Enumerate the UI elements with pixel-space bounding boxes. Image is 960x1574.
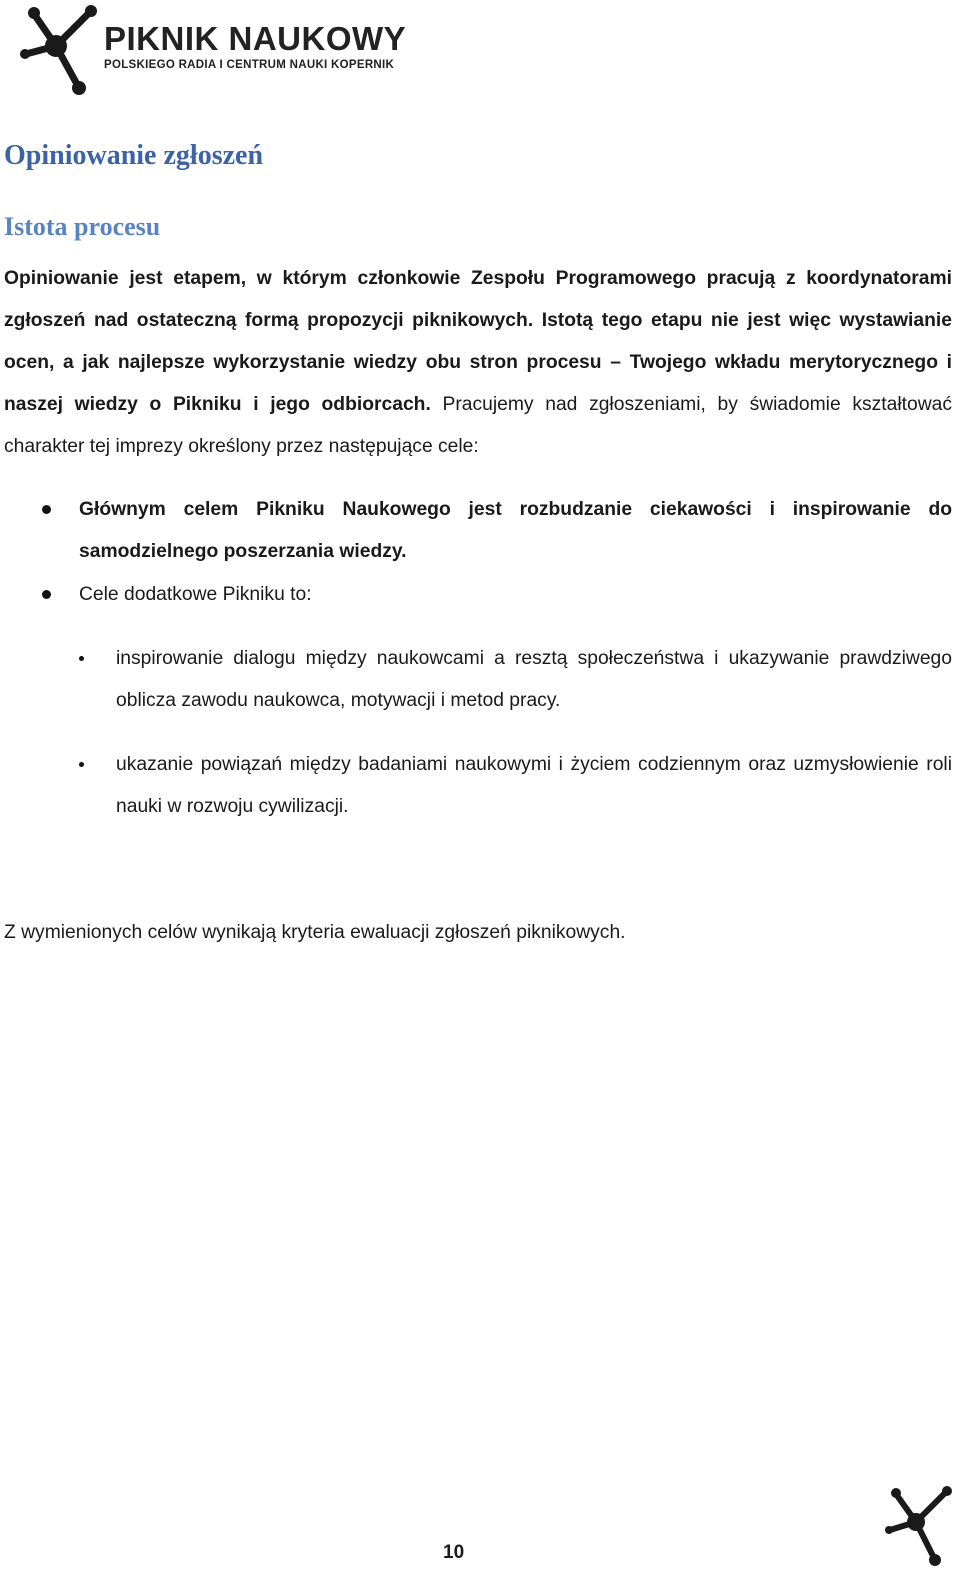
page-title: Opiniowanie zgłoszeń <box>4 140 264 171</box>
piknik-logo-icon <box>20 2 100 98</box>
intro-bold-text: Opiniowanie jest etapem, w którym członkowie Zespołu Programowego pracują z koordynatorami zgłoszeń nad ostateczną formą propozycji piknikowych. Istotą tego etapu nie jest więc wystawianie ocen, a jak najlepsze wykorzystanie wiedzy obu stron procesu – Twojego wkładu merytorycznego i naszej wiedzy o Pikniku i jego odbiorcach. <box>4 268 952 415</box>
intro-paragraph <box>4 258 952 468</box>
list-item <box>0 744 952 828</box>
header-logo <box>20 2 420 98</box>
additional-goals-list <box>0 638 952 850</box>
bullet-icon <box>42 590 51 599</box>
bullet-icon <box>79 762 84 767</box>
logo-title: PIKNIK NAUKOWY <box>104 20 407 57</box>
list-item-additional-goals <box>0 574 952 616</box>
bullet-icon <box>42 505 51 514</box>
goals-list <box>0 489 952 617</box>
main-goal-text: Głównym celem Pikniku Naukowego jest rozbudzanie ciekawości i inspirowanie do samodzielnego poszerzania wiedzy. <box>79 499 952 562</box>
list-item <box>0 638 952 722</box>
section-title: Istota procesu <box>4 212 161 241</box>
intro-regular-text: Pracujemy nad zgłoszeniami, by świadomie kształtować charakter tej imprezy określony przez następujące cele: <box>4 394 952 457</box>
page-number: 10 <box>443 1542 465 1563</box>
additional-goal-text: ukazanie powiązań między badaniami naukowymi i życiem codziennym oraz uzmysłowienie roli nauki w rozwoju cywilizacji. <box>116 754 952 817</box>
closing-paragraph: Z wymienionych celów wynikają kryteria ewaluacji zgłoszeń piknikowych. <box>4 922 626 943</box>
additional-goals-label: Cele dodatkowe Pikniku to: <box>79 584 312 605</box>
logo-subtitle: POLSKIEGO RADIA I CENTRUM NAUKI KOPERNIK <box>104 59 395 71</box>
bullet-icon <box>79 656 84 661</box>
corner-logo-icon <box>884 1482 954 1570</box>
additional-goal-text: inspirowanie dialogu między naukowcami a resztą społeczeństwa i ukazywanie prawdziwego oblicza zawodu naukowca, motywacji i metod pracy. <box>116 648 952 711</box>
list-item-main-goal <box>0 489 952 573</box>
